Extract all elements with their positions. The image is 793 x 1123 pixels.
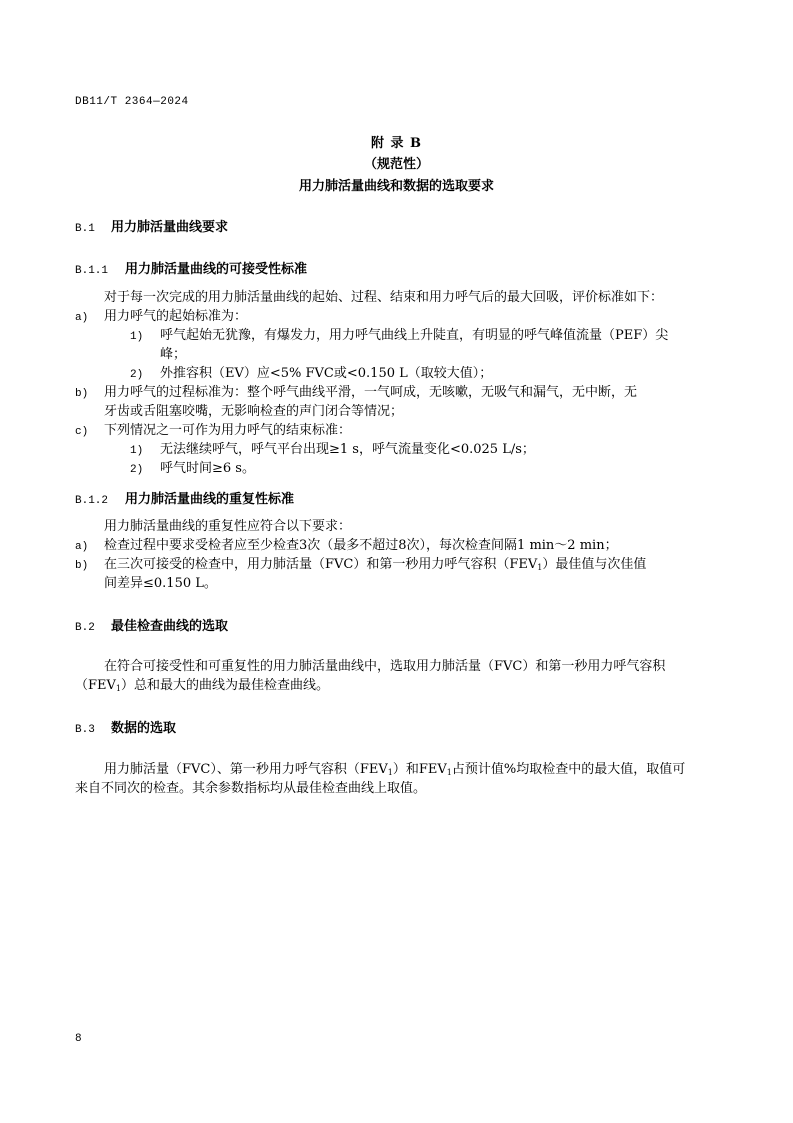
list-marker: 2) — [130, 464, 144, 476]
b2-paragraph-line1: 在符合可接受性和可重复性的用力肺活量曲线中，选取用力肺活量（FVC）和第一秒用力呼气容积 — [104, 659, 666, 674]
list-marker: 1) — [130, 331, 144, 343]
b11-item-c2 — [130, 459, 255, 480]
section-title: 数据的选取 — [111, 721, 177, 736]
list-text: 在三次可接受的检查中，用力肺活量（FVC）和第一秒用力呼气容积（FEV — [104, 557, 538, 572]
list-text: 无法继续呼气，呼气平台出现≥1 s，呼气流量变化<0.025 L/s； — [160, 442, 535, 457]
section-number: B.3 — [75, 724, 95, 736]
b11-item-c — [75, 421, 351, 442]
section-number: B.1.1 — [75, 265, 109, 277]
section-number: B.1 — [75, 223, 95, 235]
section-number: B.1.2 — [75, 495, 109, 507]
b11-item-a1 — [130, 326, 668, 347]
page-number: 8 — [75, 1033, 82, 1045]
subscript: 1 — [537, 563, 543, 572]
text-run: 用力肺活量（FVC）、第一秒用力呼气容积（FEV — [104, 762, 388, 777]
b11-item-a — [75, 307, 247, 328]
b11-item-c1 — [130, 440, 535, 461]
list-text: 呼气起始无犹豫，有爆发力，用力呼气曲线上升陡直，有明显的呼气峰值流量（PEF）尖 — [160, 328, 669, 343]
list-marker: 2) — [130, 369, 144, 381]
b11-item-b — [75, 383, 637, 404]
annex-title: 附 录 B — [370, 136, 423, 151]
list-marker: c) — [75, 426, 89, 438]
list-text: 检查过程中要求受检者应至少检查3次（最多不超过8次），每次检查间隔1 min～2 min； — [104, 538, 618, 553]
annex-name: 用力肺活量曲线和数据的选取要求 — [298, 179, 494, 194]
b3-paragraph-line2: 来自不同次的检查。其余参数指标均从最佳检查曲线上取值。 — [75, 781, 427, 796]
b11-item-a1-cont: 峰； — [160, 347, 187, 362]
annex-kind: （规范性） — [363, 157, 429, 172]
list-text: 用力呼气的起始标准为： — [104, 309, 248, 324]
section-number: B.2 — [75, 622, 95, 634]
list-marker: b) — [75, 560, 89, 572]
text-run: ）总和最大的曲线为最佳检查曲线。 — [121, 678, 330, 693]
list-text: 下列情况之一可作为用力呼气的结束标准： — [104, 423, 352, 438]
section-b11-heading — [75, 258, 307, 277]
b2-paragraph-line2 — [75, 676, 329, 698]
text-run: 占预计值%均取检查中的最大值，取值可 — [451, 762, 686, 777]
section-b12-heading — [75, 488, 294, 507]
b11-item-b-cont: 牙齿或舌阻塞咬嘴，无影响检查的声门闭合等情况； — [104, 404, 404, 419]
section-title: 最佳检查曲线的选取 — [111, 619, 229, 634]
section-title: 用力肺活量曲线的重复性标准 — [125, 492, 295, 507]
section-title: 用力肺活量曲线的可接受性标准 — [125, 262, 308, 277]
list-text: 外推容积（EV）应<5% FVC或<0.150 L（取较大值）； — [160, 366, 493, 381]
b12-item-a — [75, 536, 618, 557]
list-marker: 1) — [130, 445, 144, 457]
list-marker: a) — [75, 541, 89, 553]
b11-intro: 对于每一次完成的用力肺活量曲线的起始、过程、结束和用力呼气后的最大回吸，评价标准如下： — [104, 290, 664, 305]
text-run: （FEV — [75, 678, 116, 693]
b12-item-b-cont: 间差异≤0.150 L。 — [104, 576, 217, 591]
list-text: 呼气时间≥6 s。 — [160, 461, 255, 476]
b11-item-a2 — [130, 364, 492, 385]
subscript: 1 — [387, 768, 393, 777]
list-marker: b) — [75, 388, 89, 400]
text-run: ）和FEV — [392, 762, 447, 777]
section-title: 用力肺活量曲线要求 — [111, 220, 229, 235]
subscript: 1 — [115, 684, 121, 693]
subscript: 1 — [446, 768, 452, 777]
list-text: 用力呼气的过程标准为：整个呼气曲线平滑，一气呵成，无咳嗽，无吸气和漏气，无中断，无 — [104, 385, 638, 400]
list-text: ）最佳值与次佳值 — [542, 557, 647, 572]
list-marker: a) — [75, 312, 89, 324]
b12-intro: 用力肺活量曲线的重复性应符合以下要求： — [104, 519, 352, 534]
section-b2-heading — [75, 615, 228, 634]
document-code: DB11/T 2364—2024 — [75, 96, 189, 108]
section-b3-heading — [75, 717, 176, 736]
section-b1-heading — [75, 216, 228, 235]
